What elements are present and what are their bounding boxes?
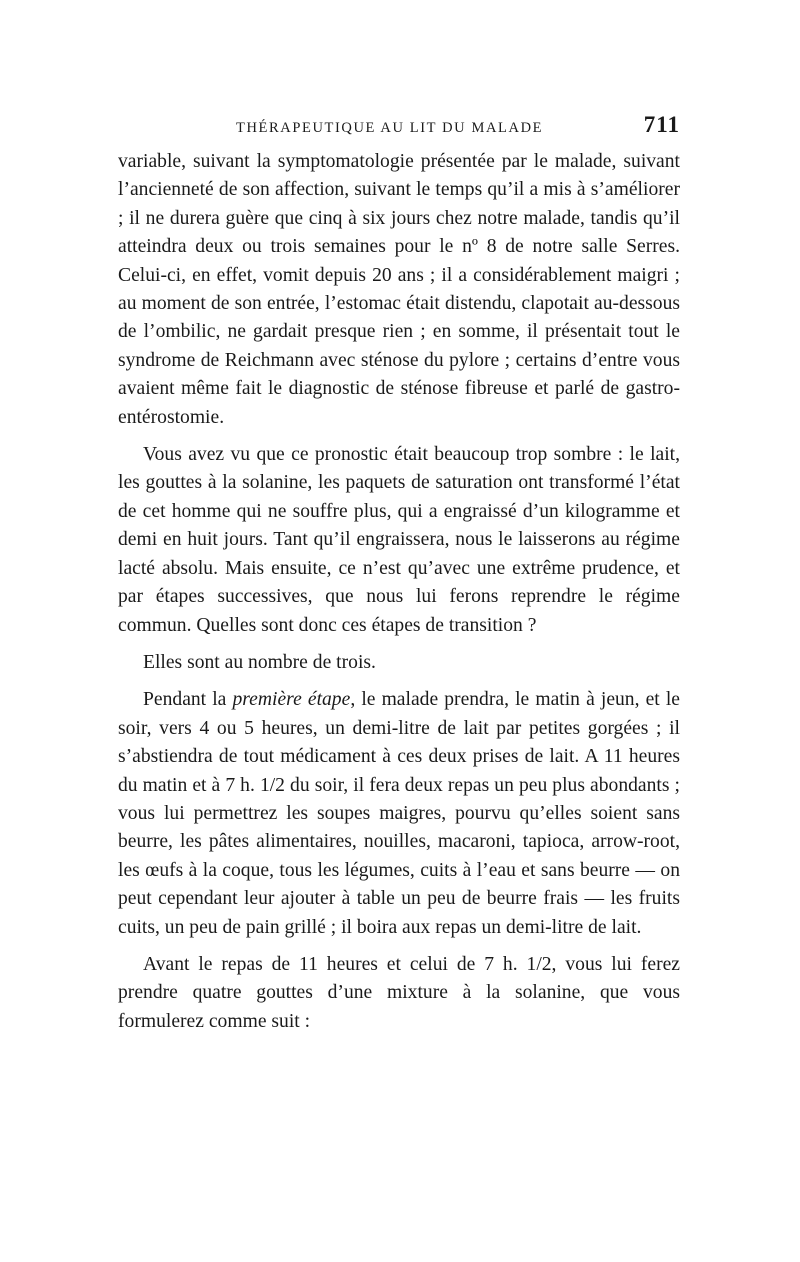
- paragraph-solanine-mixture: Avant le repas de 11 heures et celui de 7 h. 1/2, vous lui ferez prendre quatre gouttes d’une mixture à la solanine, que vous formulerez comme suit :: [118, 953, 680, 1032]
- paragraph-first-stage-start: Pendant la: [143, 689, 233, 711]
- text-body: [118, 148, 680, 1036]
- italic-first-stage: première étape: [232, 689, 351, 711]
- book-page: [118, 108, 680, 1036]
- running-head: [118, 108, 680, 148]
- paragraph-first-stage: [118, 686, 680, 942]
- paragraph-stages-count: Elles sont au nombre de trois.: [143, 651, 376, 673]
- paragraph-continuation: variable, suivant la symptomatologie présentée par le malade, suivant l’ancienneté de son affection, suivant le temps qu’il a mis à s’améliorer ; il ne durera guère que cinq à six jours chez notre malade, tandis qu’il atteindra deux ou trois semaines pour le nº 8 de notre salle Serres. Celui-ci, en effet, vomit depuis 20 ans ; il a considérablement maigri ; au moment de son entrée, l’estomac était distendu, clapotait au-dessous de l’ombilic, ne gardait presque rien ; en somme, il présentait tout le syndrome de Reichmann avec sténose du pylore ; certains d’entre vous avaient même fait le diagnostic de sténose fibreuse et parlé de gastro-entérostomie.: [118, 151, 680, 428]
- page-number: 711: [643, 112, 680, 137]
- paragraph-first-stage-rest: , le malade prendra, le matin à jeun, et le soir, vers 4 ou 5 heures, un demi-litre de lait par petites gorgées ; il s’abstiendra de tout médicament à ces deux prises de lait. A 11 heures du matin et à 7 h. 1/2 du soir, il fera deux repas un peu plus abondants ; vous lui permettrez les soupes maigres, pourvu qu’elles soient sans beurre, les pâtes alimentaires, nouilles, macaroni, tapioca, arrow-root, les œufs à la coque, tous les légumes, cuits à l’eau et sans beurre — on peut cependant leur ajouter à table un peu de beurre frais — les fruits cuits, un peu de pain grillé ; il boira aux repas un demi-litre de lait.: [118, 689, 680, 938]
- paragraph-prognosis: Vous avez vu que ce pronostic était beaucoup trop sombre : le lait, les gouttes à la solanine, les paquets de saturation ont transformé l’état de cet homme qui ne souffre plus, qui a engraissé d’un kilogramme et demi en huit jours. Tant qu’il engraissera, nous le laisserons au régime lacté absolu. Mais ensuite, ce n’est qu’avec une extrême prudence, et par étapes successives, que nous lui ferons reprendre le régime commun. Quelles sont donc ces étapes de transition ?: [118, 444, 680, 636]
- running-title: THÉRAPEUTIQUE AU LIT DU MALADE: [236, 120, 544, 136]
